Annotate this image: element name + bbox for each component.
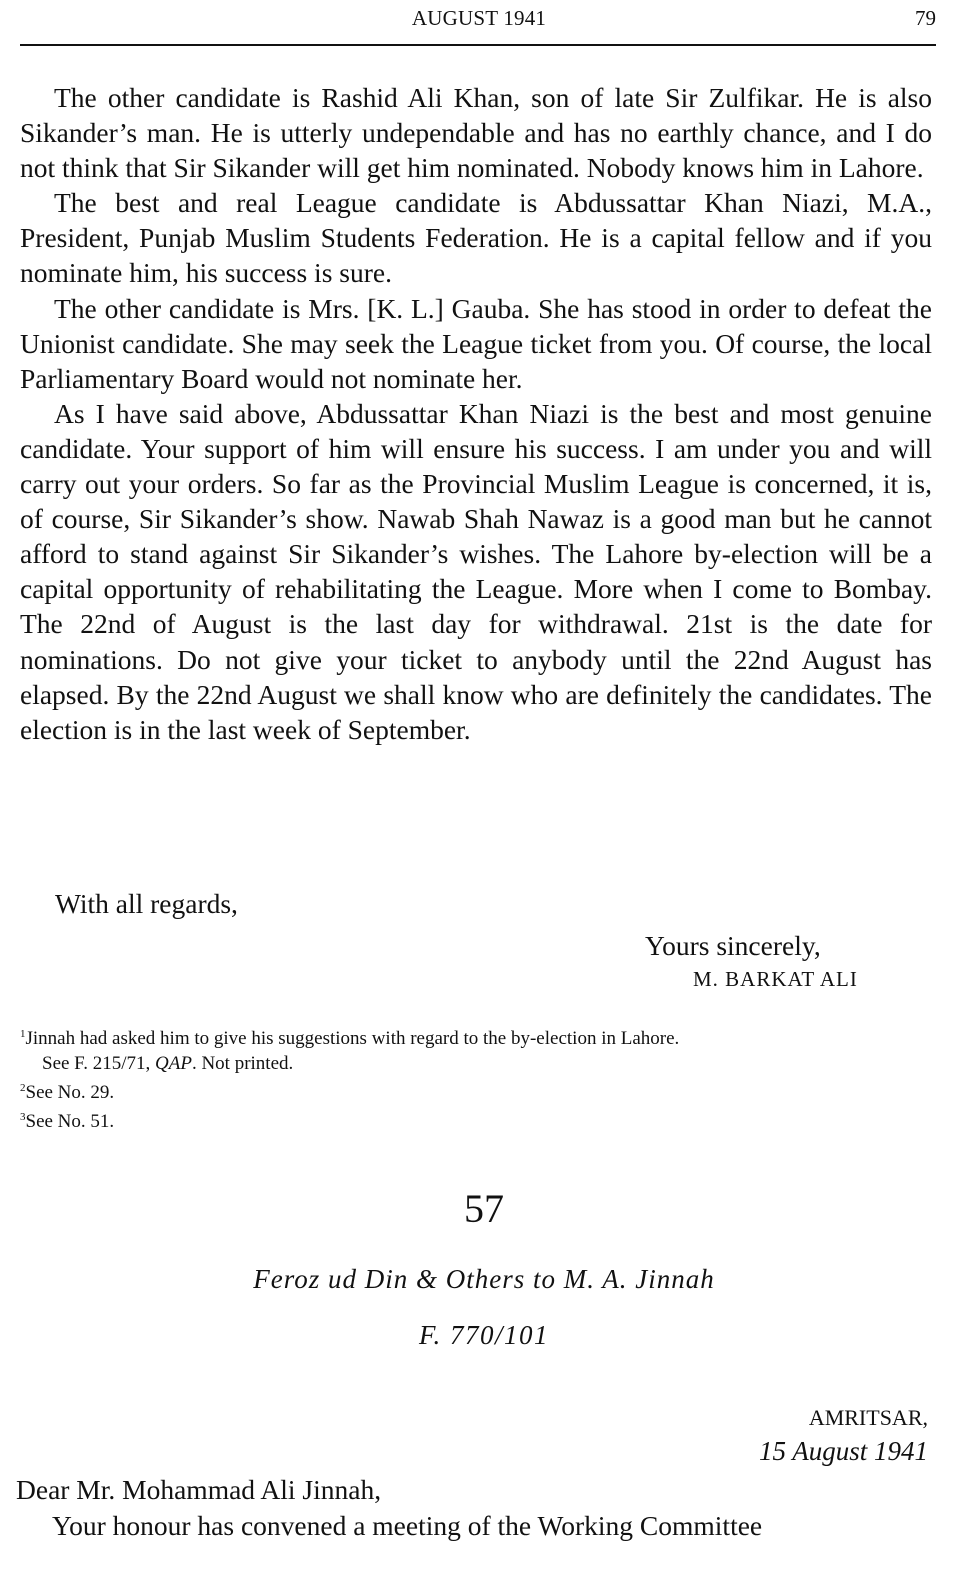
header-rule bbox=[20, 44, 936, 46]
paragraph: As I have said above, Abdussattar Khan Niazi is the best and most genuine candidate. Your support of him will ensure his success. I am under you and will carry out your orders. So far as the Provincial Muslim League is concerned, it is, of course, Sir Sikander’s show. Nawab Shah Nawaz is a good man but he cannot afford to stand against Sir Sikander’s wishes. The Lahore by-election will be a capital opportunity of rehabilitating the League. More when I come to Bombay. The 22nd of August is the last day for withdrawal. 21st is the date for nominations. Do not give your ticket to anybody until the 22nd August has elapsed. By the 22nd August we shall know who are definitely the candidates. The election is in the last week of September. bbox=[20, 397, 932, 745]
footnote-italic-text: QAP bbox=[155, 1053, 192, 1074]
letter-date: 15 August 1941 bbox=[758, 1436, 928, 1466]
footnote-text: See No. 51. bbox=[25, 1111, 115, 1132]
document-title: Feroz ud Din & Others to M. A. Jinnah bbox=[253, 1264, 715, 1294]
letter-signoff: Yours sincerely, bbox=[645, 930, 821, 961]
footnote-marker: 3 bbox=[20, 1111, 26, 1123]
paragraph: The other candidate is Mrs. [K. L.] Gauba. She has stood in order to defeat the Unionist candidate. She may seek the League ticket from you. Of course, the local Parliamentary Board would not nominate her. bbox=[20, 292, 932, 394]
document-reference: F. 770/101 bbox=[418, 1320, 549, 1350]
footnote bbox=[20, 1076, 932, 1105]
footnote-marker: 1 bbox=[20, 1028, 26, 1040]
running-title: AUGUST 1941 bbox=[411, 6, 547, 30]
letter-body bbox=[20, 80, 932, 747]
footnote-marker: 2 bbox=[20, 1082, 26, 1094]
page-header bbox=[22, 4, 936, 32]
footnote bbox=[20, 1022, 932, 1051]
letter-salutation: Dear Mr. Mohammad Ali Jinnah, bbox=[16, 1474, 382, 1505]
footnote-text: . Not printed. bbox=[191, 1053, 294, 1074]
letter-place: AMRITSAR, bbox=[808, 1405, 928, 1430]
document-number: 57 bbox=[464, 1186, 504, 1231]
page-number: 79 bbox=[915, 6, 936, 30]
footnote-text: Jinnah had asked him to give his suggestions with regard to the by-election in Lahore. bbox=[25, 1028, 680, 1049]
footnotes bbox=[20, 1022, 932, 1134]
footnote-text: See F. 215/71, bbox=[42, 1053, 156, 1074]
letter-signature: M. BARKAT ALI bbox=[693, 967, 858, 991]
paragraph: The best and real League candidate is Abdussattar Khan Niazi, M.A., President, Punjab Muslim Students Federation. He is a capital fellow and if you nominate him, his success is sure. bbox=[20, 187, 932, 289]
footnote bbox=[20, 1105, 932, 1134]
letter-opening-line: Your honour has convened a meeting of the Working Committee bbox=[52, 1510, 763, 1541]
footnote-text: See No. 29. bbox=[25, 1082, 115, 1103]
paragraph: The other candidate is Rashid Ali Khan, son of late Sir Zulfikar. He is also Sikander’s man. He is utterly undependable and has no earthly chance, and I do not think that Sir Sikander will get him nominated. Nobody knows him in Lahore. bbox=[20, 82, 932, 184]
footnote-continuation bbox=[20, 1051, 932, 1076]
letter-closing: With all regards, bbox=[55, 888, 238, 919]
